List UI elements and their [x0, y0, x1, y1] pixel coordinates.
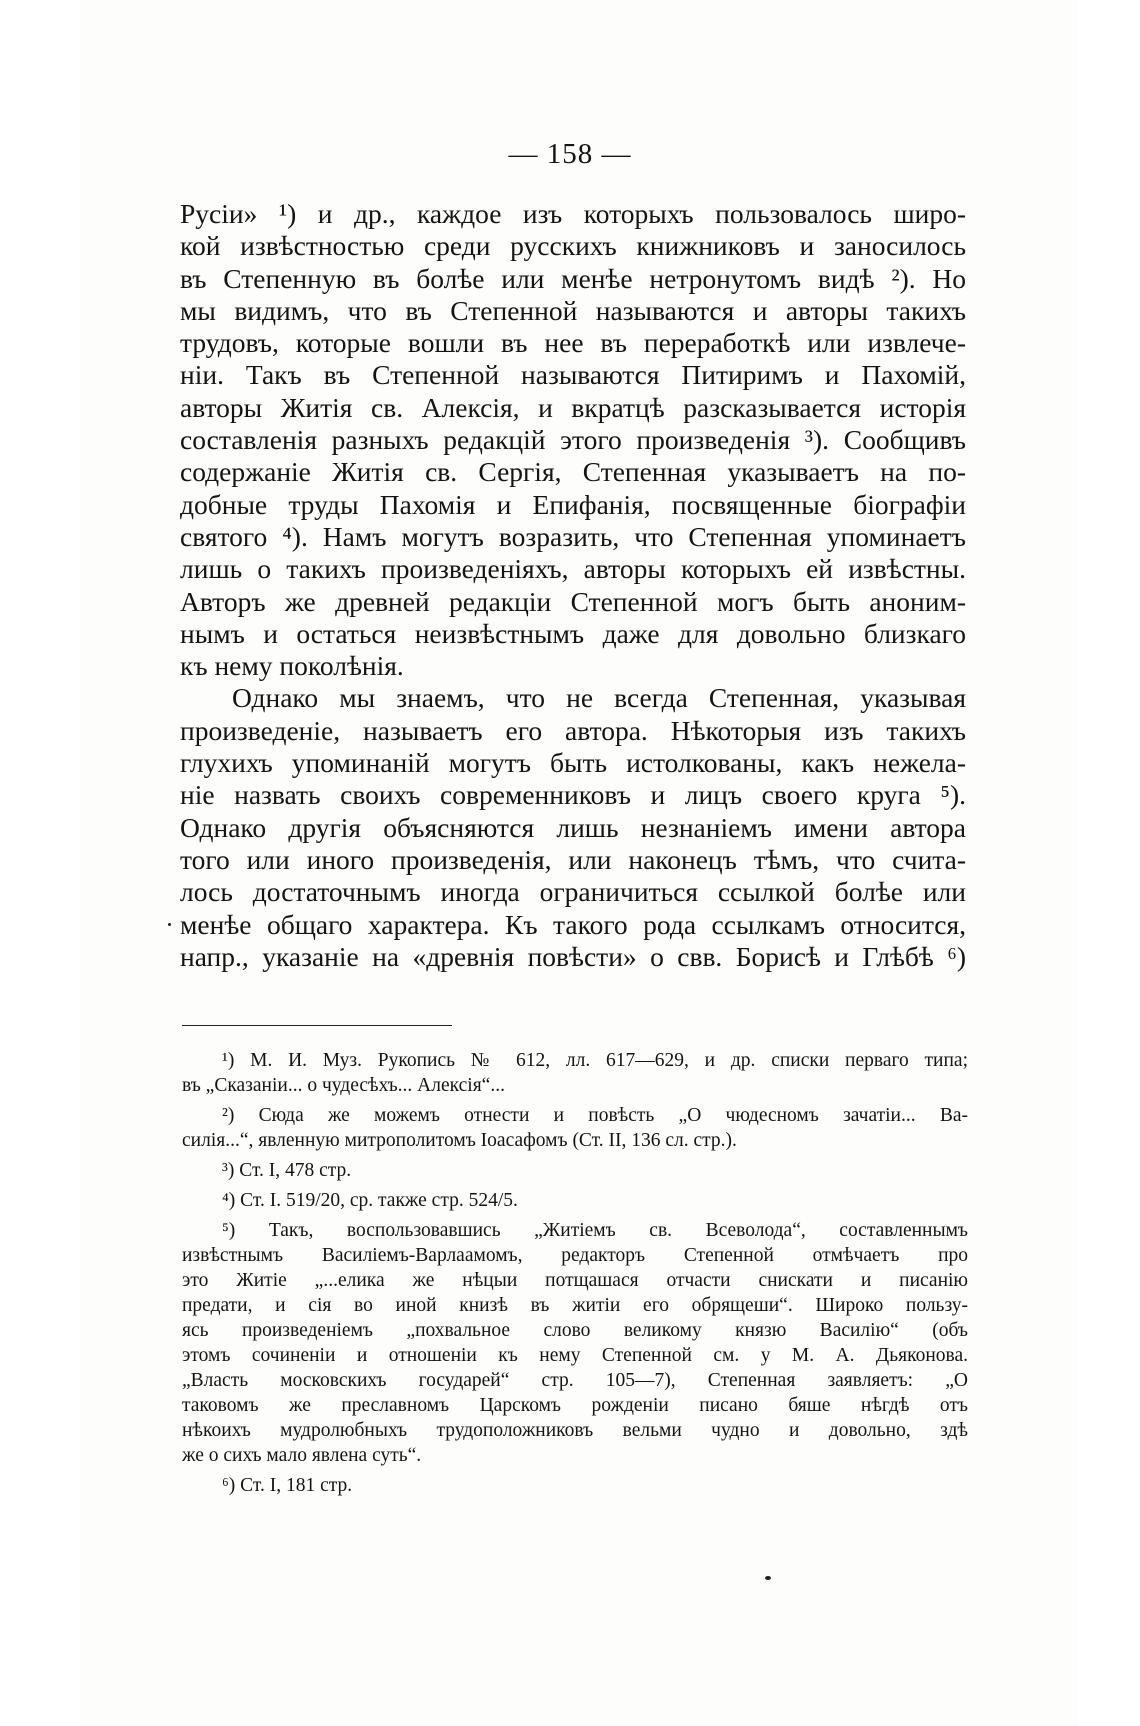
footnote-line: этомъ сочиненіи и отношеніи къ нему Степенной см. у М. А. Дьяконова. — [182, 1345, 968, 1366]
footnote-line: таковомъ же преславномъ Царскомъ рожденіи писано бяше нѣгдѣ отъ — [182, 1395, 968, 1416]
ink-speck — [168, 923, 171, 926]
footnote-line: ⁴) Ст. I. 519/20, ср. также стр. 524/5. — [222, 1190, 518, 1211]
footnote-line: же о сихъ мало явлена суть“. — [182, 1445, 422, 1466]
text-line: нымъ и остаться неизвѣстнымъ даже для довольно близкаго — [180, 617, 966, 649]
text-line: добные труды Пахомія и Епифанія, посвященные біографіи — [180, 488, 966, 520]
footnote-line: въ „Сказаніи... о чудесѣхъ... Алексія“... — [182, 1075, 505, 1096]
footnote-line: силія...“, явленную митрополитомъ Іоасафомъ (Ст. II, 136 сл. стр.). — [182, 1130, 737, 1151]
footnote-line: ³) Ст. I, 478 стр. — [222, 1160, 352, 1181]
text-line: лишь о такихъ произведеніяхъ, авторы которыхъ ей извѣстны. — [180, 553, 966, 585]
text-line-paragraph-end: къ нему поколѣнія. — [180, 650, 404, 682]
ink-speck — [765, 1576, 771, 1580]
page-number: — 158 — — [508, 138, 632, 170]
text-line: произведеніе, называетъ его автора. Нѣкоторыя изъ такихъ — [180, 714, 966, 746]
footnote-line: нѣкоихъ мудролюбныхъ трудоположниковъ вельми чудно и довольно, здѣ — [182, 1420, 968, 1441]
footnote-line: ¹) М. И. Муз. Рукопись № 612, лл. 617—629, и др. списки перваго типа; — [222, 1050, 968, 1071]
text-line: ніи. Такъ въ Степенной называются Питиримъ и Пахомій, — [180, 359, 966, 391]
text-line: святого ⁴). Намъ могутъ возразить, что Степенная упоминаетъ — [180, 520, 966, 552]
footnote-line: „Власть московскихъ государей“ стр. 105—7), Степенная заявляетъ: „О — [182, 1370, 968, 1391]
text-line: въ Степенную въ болѣе или менѣе нетронутомъ видѣ ²). Но — [180, 262, 966, 294]
footnote-divider — [182, 1025, 452, 1026]
text-line: Однако другія объясняются лишь незнаніемъ имени автора — [180, 811, 966, 843]
footnote-line: предати, и сія во иной книзѣ въ житіи его обрящеши“. Широко пользу- — [182, 1295, 968, 1316]
text-line: авторы Житія св. Алексія, и вкратцѣ разсказывается исторія — [180, 391, 966, 423]
text-line: глухихъ упоминаній могутъ быть истолкованы, какъ нежела- — [180, 747, 966, 779]
text-line: содержаніе Житія св. Сергія, Степенная указываетъ на по- — [180, 456, 966, 488]
text-line: мы видимъ, что въ Степенной называются и авторы такихъ — [180, 294, 966, 326]
text-line: трудовъ, которые вошли въ нее въ переработкѣ или извлече- — [180, 327, 966, 359]
footnote-line: ²) Сюда же можемъ отнести и повѣсть „О чюдесномъ зачатіи... Ва- — [222, 1105, 968, 1126]
text-line: Авторъ же древней редакціи Степенной могъ быть аноним- — [180, 585, 966, 617]
text-line: Русіи» ¹) и др., каждое изъ которыхъ пользовалось широ- — [180, 198, 966, 229]
text-line: составленія разныхъ редакцій этого произведенія ³). Сообщивъ — [180, 424, 966, 456]
text-line: лось достаточнымъ иногда ограничиться ссылкой болѣе или — [180, 876, 966, 908]
text-line-paragraph-start: Однако мы знаемъ, что не всегда Степенная, указывая — [232, 682, 966, 714]
footnotes — [182, 1048, 968, 1498]
text-line: того или иного произведенія, или наконецъ тѣмъ, что счита- — [180, 843, 966, 875]
footnote-line: это Житіе „...елика же нѣцыи потщашася отчасти снискати и писанію — [182, 1270, 968, 1291]
text-line: менѣе общаго характера. Къ такого рода ссылкамъ относится, — [180, 908, 966, 940]
footnote-line: ясь произведеніемъ „похвальное слово великому князю Василію“ (объ — [182, 1320, 968, 1341]
text-line: кой извѣстностью среди русскихъ книжниковъ и заносилось — [180, 230, 966, 262]
footnote-line: извѣстнымъ Василіемъ-Варлаамомъ, редакторъ Степенной отмѣчаетъ про — [182, 1245, 968, 1266]
text-line: напр., указаніе на «древнія повѣсти» о свв. Борисѣ и Глѣбѣ ⁶) — [180, 940, 966, 972]
footnote-line: ⁵) Такъ, воспользовавшись „Житіемъ св. Всеволода“, составленнымъ — [222, 1220, 968, 1241]
footnote-line: ⁶) Ст. I, 181 стр. — [222, 1475, 353, 1496]
main-text — [180, 198, 966, 973]
text-line: ніе назвать своихъ современниковъ и лицъ своего круга ⁵). — [180, 779, 966, 811]
